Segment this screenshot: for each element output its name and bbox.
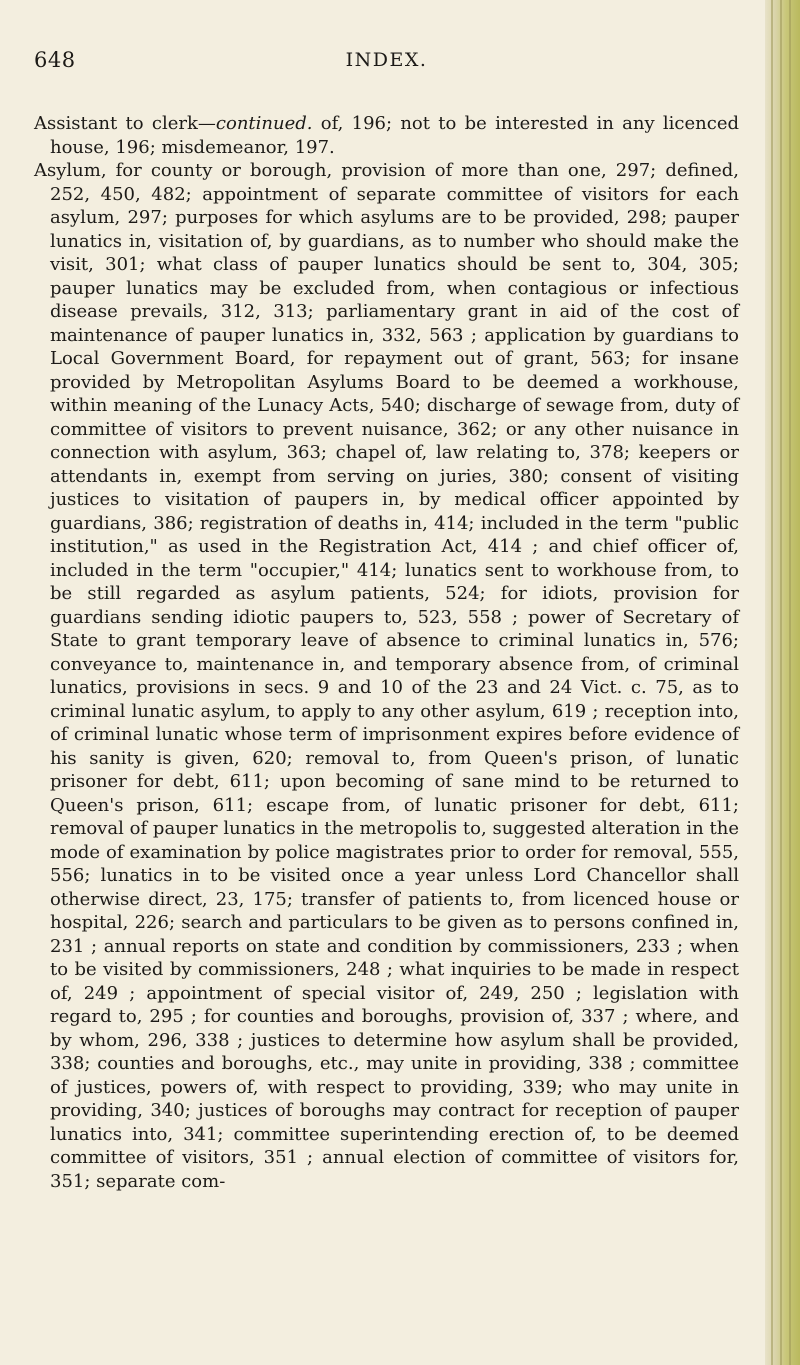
- index-entry-assistant-to-clerk: [34, 112, 739, 159]
- page-number: 648: [34, 48, 76, 72]
- edge-line: [780, 0, 782, 1365]
- index-entry-asylum: Asylum, for county or borough, provision of more than one, 297; defined, 252, 450, 482; appointment of separate committee of visitors for each asylum, 297; purposes for which asylums are to be provided, 298; pauper lunatics in, visitation of, by guardians, as to number who should make the visit, 301; what class of pauper lunatics should be sent to, 304, 305; pauper lunatics may be excluded from, when contagious or infectious disease prevails, 312, 313; parliamentary grant in aid of the cost of maintenance of pauper lunatics in, 332, 563 ; application by guardians to Local Government Board, for repayment out of grant, 563; for insane provided by Metropolitan Asylums Board to be deemed a workhouse, within meaning of the Lunacy Acts, 540; discharge of sewage from, duty of committee of visitors to prevent nuisance, 362; or any other nuisance in connection with asylum, 363; chapel of, law relating to, 378; keepers or attendants in, exempt from serving on juries, 380; consent of visiting justices to visitation of paupers in, by medical officer appointed by guardians, 386; registration of deaths in, 414; included in the term "public institution," as used in the Registration Act, 414 ; and chief officer of, included in the term "occupier," 414; lunatics sent to workhouse from, to be still regarded as asylum patients, 524; for idiots, provision for guardians sending idiotic paupers to, 523, 558 ; power of Secretary of State to grant temporary leave of absence to criminal lunatics in, 576; conveyance to, maintenance in, and temporary absence from, of criminal lunatics, provisions in secs. 9 and 10 of the 23 and 24 Vict. c. 75, as to criminal lunatic asylum, to apply to any other asylum, 619 ; reception into, of criminal lunatic whose term of imprisonment expires before evidence of his sanity is given, 620; removal to, from Queen's prison, of lunatic prisoner for debt, 611; upon becoming of sane mind to be returned to Queen's prison, 611; escape from, of lunatic prisoner for debt, 611; removal of pauper lunatics in the metropolis to, suggested alteration in the mode of examination by police magistrates prior to order for removal, 555, 556; lunatics in to be visited once a year unless Lord Chancellor shall otherwise direct, 23, 175; transfer of patients to, from licenced house or hospital, 226; search and particulars to be given as to persons confined in, 231 ; annual reports on state and condition by commissioners, 233 ; when to be visited by commissioners, 248 ; what inquiries to be made in respect of, 249 ; appointment of special visitor of, 249, 250 ; legislation with regard to, 295 ; for counties and boroughs, provision of, 337 ; where, and by whom, 296, 338 ; justices to determine how asylum shall be provided, 338; counties and boroughs, etc., may unite in providing, 338 ; committee of justices, powers of, with respect to providing, 339; who may unite in providing, 340; justices of boroughs may contract for reception of pauper lunatics into, 341; committee superintending erection of, to be deemed committee of visitors, 351 ; annual election of committee of visitors for, 351; separate com-: [34, 160, 739, 1192]
- page-header: [34, 48, 739, 88]
- entry-text: of, 196; not to be interested in any licenced house, 196; misdemeanor, 197.: [50, 113, 740, 158]
- edge-line: [771, 0, 773, 1365]
- edge-line: [789, 0, 791, 1365]
- continued-label: continued.: [215, 113, 313, 134]
- index-text: [34, 112, 739, 1193]
- entry-heading: Assistant to clerk—: [34, 113, 216, 134]
- running-head: INDEX.: [345, 49, 428, 71]
- page-edge: [765, 0, 800, 1365]
